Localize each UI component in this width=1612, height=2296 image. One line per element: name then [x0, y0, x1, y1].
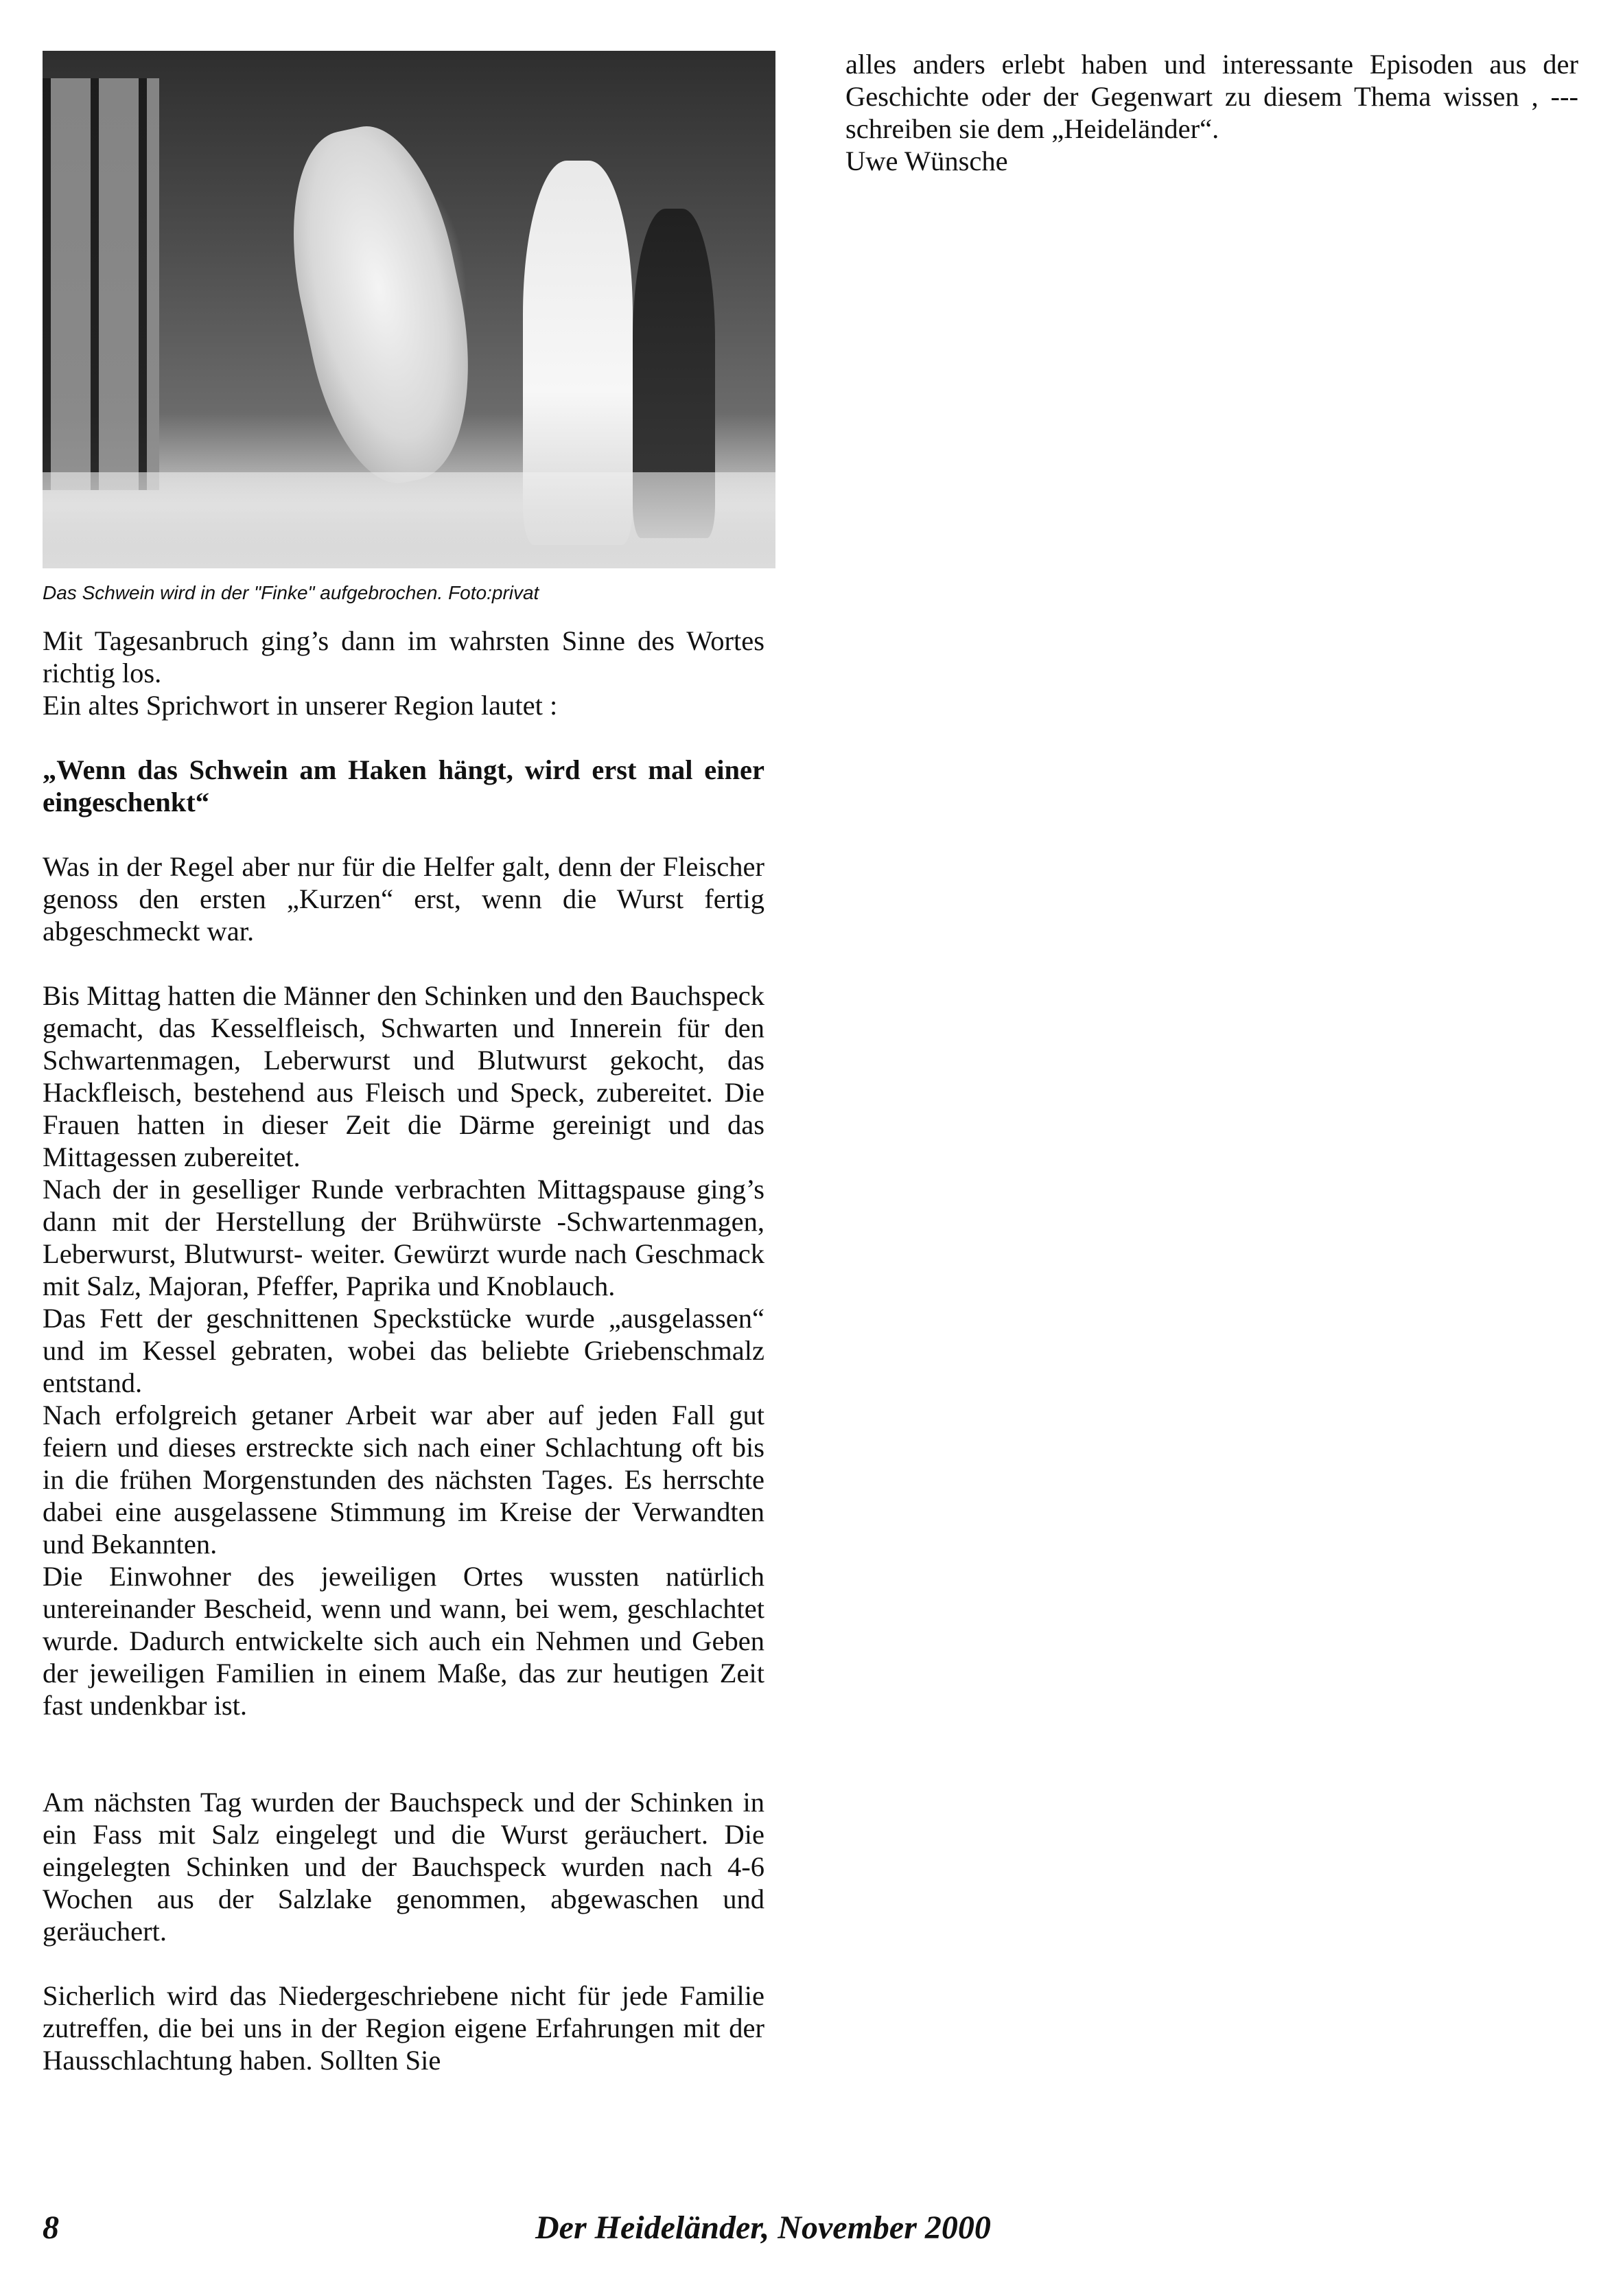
paragraph: Nach erfolgreich getaner Arbeit war aber auf jeden Fall gut feiern und dieses erstreckte sich nach einer Schlachtung oft bis in die frühen Morgenstunden des nächsten Tages. Es herrschte dabei eine ausgelassene Stimmung im Kreise der Verwandten und Bekannten. [43, 1400, 764, 1559]
page-number: 8 [43, 2210, 59, 2246]
right-column [845, 48, 1578, 177]
author-signature: Uwe Wünsche [845, 146, 1008, 176]
paragraph: Ein altes Sprichwort in unserer Region lautet : [43, 690, 558, 721]
paragraph: Sicherlich wird das Niedergeschriebene nicht für jede Familie zutreffen, die bei uns in der Region eigene Erfahrungen mit der Hausschlachtung haben. Sollten Sie [43, 1980, 764, 2076]
quote-heading: „Wenn das Schwein am Haken hängt, wird erst mal einer eingeschenkt“ [43, 754, 764, 817]
footer [0, 2209, 1612, 2257]
paragraph: Die Einwohner des jeweiligen Ortes wussten natürlich untereinander Bescheid, wenn und wann, bei wem, geschlachtet wurde. Dadurch entwickelte sich auch ein Nehmen und Geben der jeweiligen Familien in einem Maße, das zur heutigen Zeit fast undenkbar ist. [43, 1561, 764, 1721]
photo-window-shape [43, 78, 159, 490]
paragraph: Mit Tagesanbruch ging’s dann im wahrsten Sinne des Wortes richtig los. [43, 625, 764, 688]
paragraph: Das Fett der geschnittenen Speckstücke wurde „ausgelassen“ und im Kessel gebraten, wobei das beliebte Griebenschmalz entstand. [43, 1303, 764, 1398]
photo-snow-shape [43, 472, 775, 568]
paragraph: Am nächsten Tag wurden der Bauchspeck und der Schinken in ein Fass mit Salz eingelegt und die Wurst geräuchert. Die eingelegten Schinken und der Bauchspeck wurden nach 4-6 Wochen aus der Salzlake genommen, abgewaschen und geräuchert. [43, 1787, 764, 1947]
photo-pig-shape [268, 114, 496, 496]
paragraph: Was in der Regel aber nur für die Helfer galt, denn der Fleischer genoss den ersten „Kurzen“ erst, wenn die Wurst fertig abgeschmeckt war. [43, 851, 764, 947]
paragraph: alles anders erlebt haben und interessante Episoden aus der Geschichte oder der Gegenwart zu diesem Thema wissen , --- schreiben sie dem „Heideländer“. [845, 49, 1578, 144]
paragraph: Bis Mittag hatten die Männer den Schinken und den Bauchspeck gemacht, das Kesselfleisch, Schwarten und Innerein für den Schwartenmagen, Leberwurst und Blutwurst gekocht, das Hackfleisch, bestehend aus Fleisch und Speck, zubereitet. Die Frauen hatten in dieser Zeit die Därme gereinigt und das Mittagessen zubereitet. [43, 980, 764, 1172]
publication-line: Der Heideländer, November 2000 [535, 2210, 991, 2246]
photo-caption: Das Schwein wird in der "Finke" aufgebrochen. Foto:privat [43, 582, 539, 603]
paragraph: Nach der in geselliger Runde verbrachten Mittagspause ging’s dann mit der Herstellung der Brühwürste -Schwartenmagen, Leberwurst, Blutwurst- weiter. Gewürzt wurde nach Geschmack mit Salz, Majoran, Pfeffer, Paprika und Knoblauch. [43, 1174, 764, 1301]
article-photo [43, 51, 775, 568]
left-column [43, 625, 764, 2076]
